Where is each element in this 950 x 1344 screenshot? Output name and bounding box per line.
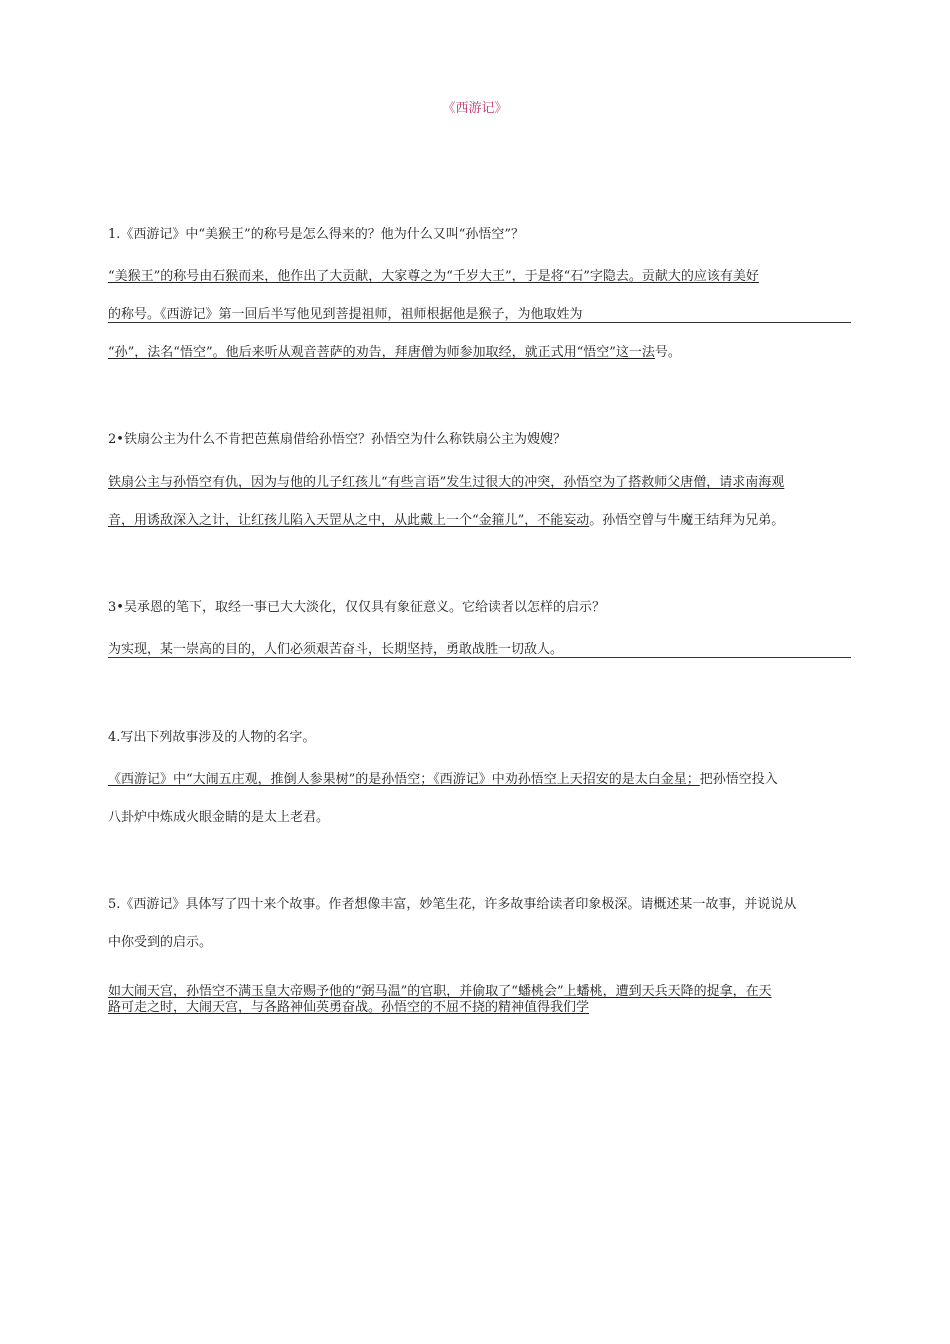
- answer-4-line-1-tail: 把孙悟空投入: [699, 772, 778, 787]
- answer-5-line-1: 如大闹天宫，孙悟空不满玉皇大帝赐予他的“弼马温”的官职，并偷取了“蟠桃会”上蟠桃，遭到天兵天降的捉拿，在天: [108, 984, 772, 999]
- question-5-line-1: 5.《西游记》具体写了四十来个故事。作者想像丰富，妙笔生花，许多故事给读者印象极深。请概述某一故事，并说说从: [108, 897, 797, 912]
- document-title: 《西游记》: [442, 101, 508, 116]
- question-3: 3•吴承恩的笔下，取经一事已大大淡化，仅仅具有象征意义。它给读者以怎样的启示？: [108, 600, 605, 615]
- answer-2-block-2: [108, 509, 853, 528]
- answer-2-line-1: 铁扇公主与孙悟空有仇，因为与他的儿子红孩儿“有些言语”发生过很大的冲突，孙悟空为了搭救师父唐僧，请求南海观: [108, 475, 785, 490]
- answer-1-line-2: 的称号。《西游记》第一回后半写他见到菩提祖师，祖师根据他是猴子，为他取姓为: [108, 307, 583, 322]
- answer-5-block-2: [108, 996, 853, 1015]
- answer-1-block-3: [108, 341, 853, 360]
- answer-1-line-3: “孙”，法名“悟空”。他后来听从观音菩萨的劝告，拜唐僧为师参加取经，就正式用“悟空”这一法: [108, 345, 655, 360]
- answer-5-line-2: 路可走之时，大闹天宫，与各路神仙英勇奋战。孙悟空的不屈不挠的精神值得我们学: [108, 1000, 590, 1015]
- question-1: 1.《西游记》中“美猴王”的称号是怎么得来的？他为什么又叫“孙悟空”？: [108, 227, 524, 242]
- answer-4-line-2: 八卦炉中炼成火眼金睛的是太上老君。: [108, 810, 330, 825]
- answer-1-block-1: [108, 265, 853, 284]
- answer-4-block-2: [108, 806, 853, 825]
- answer-4-line-1: 《西游记》中“大闹五庄观，推倒人参果树”的是孙悟空；《西游记》中劝孙悟空上天招安的是太白金星；: [108, 772, 700, 787]
- answer-4-block-1: [108, 768, 853, 787]
- answer-2-block-1: [108, 471, 853, 490]
- answer-1-line-3-tail: 号。: [654, 345, 681, 360]
- answer-3-line-1: 为实现，某一崇高的目的，人们必须艰苦奋斗，长期坚持，勇敢战胜一切敌人。: [108, 642, 564, 657]
- answer-2-line-2-tail: 。孙悟空曾与牛魔王结拜为兄弟。: [589, 513, 785, 528]
- answer-3-rule: [108, 657, 851, 658]
- answer-2-line-2: 音，用诱敌深入之计，让红孩儿陷入天罡从之中，从此戴上一个“金箍儿”，不能妄动: [108, 513, 590, 528]
- question-4: 4.写出下列故事涉及的人物的名字。: [108, 730, 316, 745]
- answer-1-rule: [108, 322, 851, 323]
- question-5-line-2: 中你受到的启示。: [108, 935, 213, 950]
- answer-1-block-2: [108, 303, 853, 322]
- answer-3-block-1: [108, 638, 853, 657]
- question-2: 2•铁扇公主为什么不肯把芭蕉扇借给孙悟空？孙悟空为什么称铁扇公主为嫂嫂？: [108, 432, 566, 447]
- answer-1-line-1-text: “美猴王”的称号由石猴而来，他作出了大贡献，大家尊之为“千岁大王”，于是将“石”字隐去。贡献大的应该有美好: [108, 269, 759, 284]
